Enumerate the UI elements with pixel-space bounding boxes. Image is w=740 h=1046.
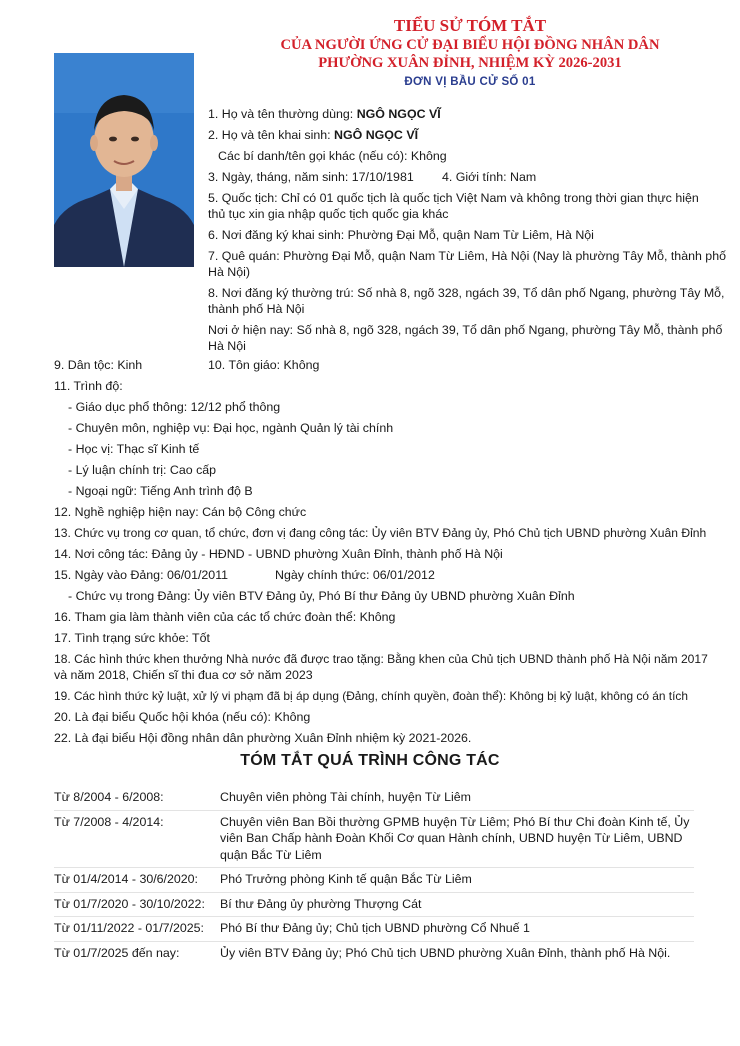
birth-name-label: 2. Họ và tên khai sinh: (208, 128, 335, 142)
council-member-line: 22. Là đại biểu Hội đồng nhân dân phường Xuân Đỉnh nhiệm kỳ 2021-2026. (54, 731, 472, 745)
hometown-line-1: 7. Quê quán: Phường Đại Mỗ, quận Nam Từ Liêm, Hà Nội (Nay là phường Tây Mỗ, thành phố (208, 249, 726, 263)
birth-date-line: 3. Ngày, tháng, năm sinh: 17/10/1981 (208, 170, 414, 184)
document-subtitle-1: CỦA NGƯỜI ỨNG CỬ ĐẠI BIỂU HỘI ĐỒNG NHÂN DÂN (280, 37, 660, 53)
residence-line-1: 8. Nơi đăng ký thường trú: Số nhà 8, ngõ 328, ngách 39, Tổ dân phố Ngang, phường Tây Mỗ, (208, 286, 725, 300)
organizations-line: 16. Tham gia làm thành viên của các tổ chức đoàn thể: Không (54, 610, 396, 624)
awards-line-2: và năm 2018, Chiến sĩ thi đua cơ sở năm 2023 (54, 668, 313, 682)
education-political: - Lý luận chính trị: Cao cấp (68, 463, 217, 477)
career-row (54, 892, 694, 917)
career-period: Từ 8/2004 - 6/2008: (54, 790, 164, 804)
full-name-value: NGÔ NGỌC VĨ (356, 107, 441, 121)
career-row (54, 868, 694, 893)
gender-line: 4. Giới tính: Nam (442, 170, 537, 184)
religion-line: 10. Tôn giáo: Không (208, 358, 320, 372)
full-name-label: 1. Họ và tên thường dùng: (208, 107, 357, 121)
current-address-line-2: Hà Nội (208, 339, 246, 353)
career-period: Từ 7/2008 - 4/2014: (54, 810, 220, 868)
national-assembly-line: 20. Là đại biểu Quốc hội khóa (nếu có): Không (54, 710, 311, 724)
career-period: Từ 01/4/2014 - 30/6/2020: (54, 868, 220, 893)
position-line: 13. Chức vụ trong cơ quan, tổ chức, đơn vị đang công tác: Ủy viên BTV Đảng ủy, Phó Chủ tịch UBND phường Xuân Đỉnh (54, 526, 707, 540)
career-description: Ủy viên BTV Đảng ủy; Phó Chủ tịch UBND phường Xuân Đỉnh, thành phố Hà Nội. (220, 941, 694, 965)
nationality-line-2: thủ tục xin gia nhập quốc tịch quốc gia khác (208, 207, 449, 221)
full-name-line (208, 106, 441, 123)
education-professional: - Chuyên môn, nghiệp vụ: Đại học, ngành Quản lý tài chính (68, 421, 394, 435)
electoral-unit: ĐƠN VỊ BẦU CỬ SỐ 01 (404, 76, 536, 88)
education-degree: - Học vị: Thạc sĩ Kinh tế (68, 442, 200, 456)
party-join-line: 15. Ngày vào Đảng: 06/01/2011 (54, 568, 229, 582)
career-description: Phó Bí thư Đảng ủy; Chủ tịch UBND phường Cổ Nhuế 1 (220, 917, 694, 942)
residence-line-2: thành phố Hà Nội (208, 302, 305, 316)
career-description: Phó Trưởng phòng Kinh tế quận Bắc Từ Liêm (220, 868, 694, 893)
career-description: Bí thư Đảng ủy phường Thượng Cát (220, 892, 694, 917)
career-period: Từ 01/11/2022 - 01/7/2025: (54, 917, 220, 942)
ethnicity-line: 9. Dân tộc: Kinh (54, 358, 143, 372)
career-row (54, 941, 694, 965)
workplace-line: 14. Nơi công tác: Đảng ủy - HĐND - UBND phường Xuân Đỉnh, thành phố Hà Nội (54, 547, 503, 561)
document-subtitle-2: PHƯỜNG XUÂN ĐỈNH, NHIỆM KỲ 2026-2031 (318, 55, 622, 71)
career-row (54, 810, 694, 868)
nationality-line-1: 5. Quốc tịch: Chỉ có 01 quốc tịch là quốc tịch Việt Nam và không trong thời gian thực hiện (208, 191, 699, 205)
birth-registration-line: 6. Nơi đăng ký khai sinh: Phường Đại Mỗ, quận Nam Từ Liêm, Hà Nội (208, 228, 594, 242)
career-description: Chuyên viên phòng Tài chính, huyện Từ Liêm (220, 790, 471, 804)
career-description: Chuyên viên Ban Bồi thường GPMB huyện Từ Liêm; Phó Bí thư Chi đoàn Kinh tế, Ủy viên Ban Chấp hành Đoàn Khối Cơ quan Hành chính, UBND huyện Từ Liêm, UBND quận Bắc Từ Liêm (220, 810, 694, 868)
birth-name-value: NGÔ NGỌC VĨ (334, 128, 419, 142)
alias-line: Các bí danh/tên gọi khác (nếu có): Không (218, 149, 447, 163)
career-row (54, 917, 694, 942)
occupation-line: 12. Nghề nghiệp hiện nay: Cán bộ Công chức (54, 505, 307, 519)
career-period: Từ 01/7/2020 - 30/10/2022: (54, 892, 220, 917)
birth-name-line (208, 127, 418, 144)
hometown-line-2: Hà Nội) (208, 265, 250, 279)
awards-line-1: 18. Các hình thức khen thưởng Nhà nước đã được trao tặng: Bằng khen của Chủ tịch UBND thành phố Hà Nội năm 2017 (54, 652, 708, 666)
document-title: TIỂU SỬ TÓM TẮT (393, 16, 547, 35)
party-position-line: - Chức vụ trong Đảng: Ủy viên BTV Đảng ủy, Phó Bí thư Đảng ủy UBND phường Xuân Đỉnh (68, 589, 575, 603)
education-heading: 11. Trình độ: (54, 379, 123, 393)
career-section-title: TÓM TẮT QUÁ TRÌNH CÔNG TÁC (240, 752, 500, 769)
candidate-photo (54, 53, 194, 267)
document-header (200, 16, 740, 91)
current-address-line-1: Nơi ở hiện nay: Số nhà 8, ngõ 328, ngách 39, Tổ dân phố Ngang, phường Tây Mỗ, thành phố (208, 323, 723, 337)
portrait-image (54, 53, 194, 267)
career-row (54, 786, 694, 810)
party-official-line: Ngày chính thức: 06/01/2012 (275, 568, 435, 582)
education-language: - Ngoại ngữ: Tiếng Anh trình độ B (68, 484, 253, 498)
career-table (54, 786, 694, 965)
discipline-line: 19. Các hình thức kỷ luật, xử lý vi phạm đã bị áp dụng (Đảng, chính quyền, đoàn thể): Không bị kỷ luật, không có án tích (54, 689, 688, 703)
career-period: Từ 01/7/2025 đến nay: (54, 941, 220, 965)
health-line: 17. Tình trạng sức khỏe: Tốt (54, 631, 210, 645)
education-general: - Giáo dục phổ thông: 12/12 phổ thông (68, 400, 281, 414)
